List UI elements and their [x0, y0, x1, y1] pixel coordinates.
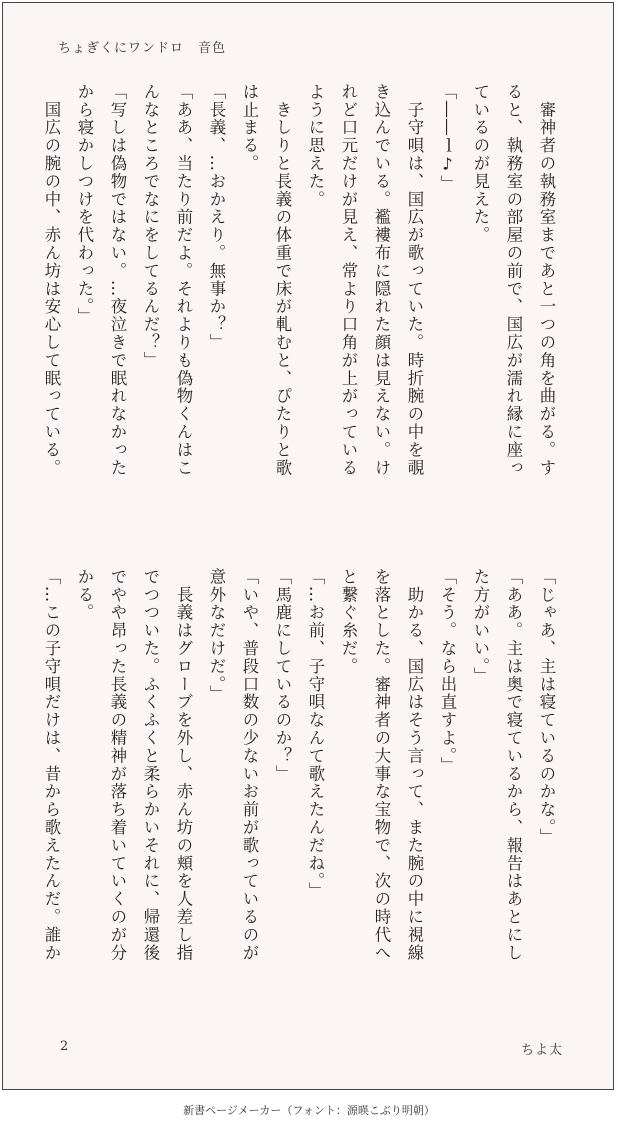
- page-number: 2: [60, 1039, 69, 1054]
- page-header-title: ちょぎくにワンドロ 音色: [58, 41, 227, 56]
- generator-credit: 新書ページメーカー（フォント：源暎こぶり明朝）: [183, 1104, 435, 1117]
- text-column-bottom: 「じゃあ、主は寝ているのかな。」 「ああ。主は奥で寝ているから、報告はあとにし た方がいい。」 「そう。なら出直すよ。」 助かる、国広はそう言って、また腕の中に視線 を落とした。審神者の大事な宝物で、次の時代へ と繋ぐ糸だ。 「…お前、子守唄なんて歌えたんだね。」 「馬鹿にしているのか？」 「いや、普段口数の少ないお前が歌っているのが 意外なだけだ。」 長義はグローブを外し、赤ん坊の頬を人差し指 でつついた。ふくふくと柔らかいそれに、帰還後 でやや昂った長義の精神が落ち着いていくのが分 かる。 「…この子守唄だけは、昔から歌えたんだ。誰か: [42, 568, 556, 962]
- author-name: ちよ太: [521, 1043, 564, 1058]
- text-column-top: 審神者の執務室まであと一つの角を曲がる。す ると、執務室の部屋の前で、国広が濡れ縁に座っ ているのが見えた。 「――ｌ♪」 子守唄は、国広が歌っていた。時折腕の中を覗 き込んでいる。襤褸布に隠れた顔は見えない。け れど口元だけが見え、常より口角が上がっている ように思えた。 きしりと長義の体重で床が軋むと、ぴたりと歌 は止まる。 「長義、…おかえり。無事か？」 「ああ、当たり前だよ。それよりも偽物くんはこ んなところでなにをしてるんだ？」 「写しは偽物ではない。…夜泣きで眠れなかった から寝かしつけを代わった。」 国広の腕の中、赤ん坊は安心して眠っている。: [42, 83, 556, 477]
- book-page: [2, 2, 614, 1090]
